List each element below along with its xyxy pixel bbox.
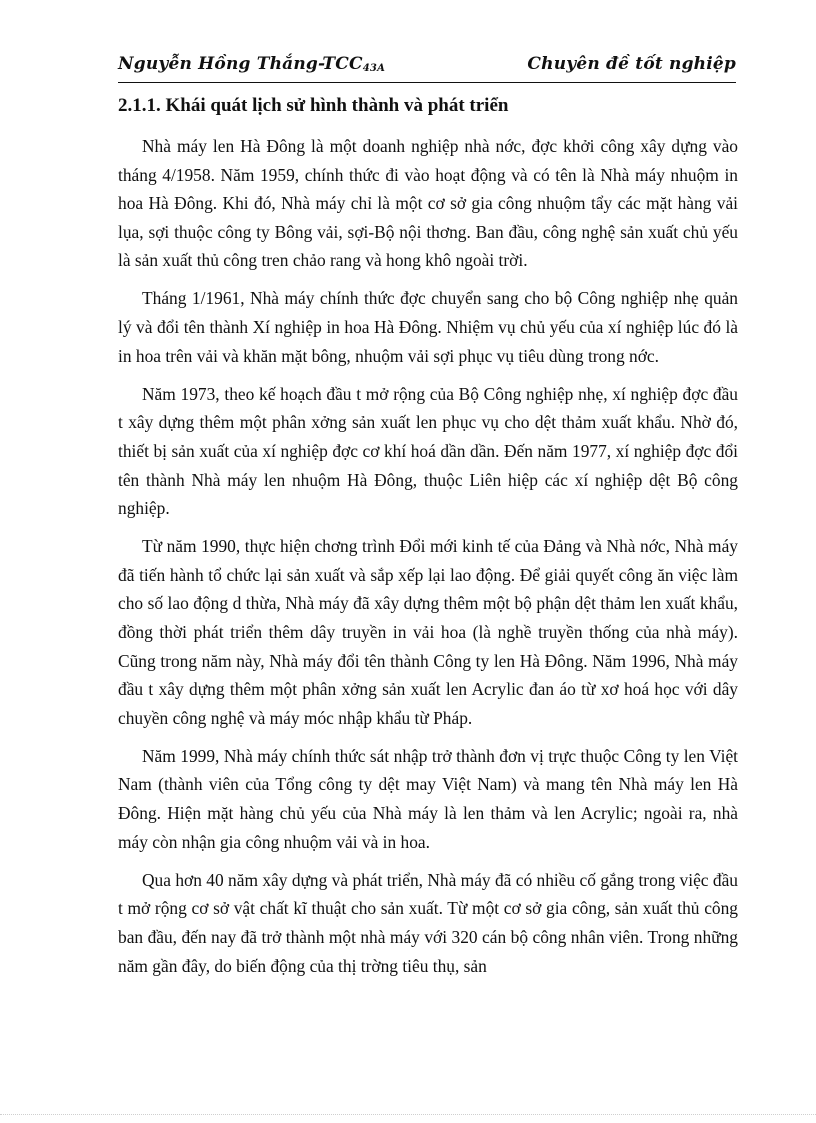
paragraph-1: Nhà máy len Hà Đông là một doanh nghiệp nhà nớc, đợc khởi công xây dựng vào tháng 4/1958. Năm 1959, chính thức đi vào hoạt động và có tên là Nhà máy nhuộm in hoa Hà Đông. Khi đó, Nhà máy chỉ là một cơ sở gia công nhuộm tẩy các mặt hàng vải lụa, sợi thuộc công ty Bông vải, sợi-Bộ nội thơng. Ban đầu, công nghệ sản xuất chủ yếu là sản xuất thủ công tren chảo rang và hong khô ngoài trời. [118,136,738,271]
paragraph-5: Năm 1999, Nhà máy chính thức sát nhập trở thành đơn vị trực thuộc Công ty len Việt Nam (thành viên của Tổng công ty dệt may Việt Nam) và mang tên Nhà máy len Hà Đông. Hiện mặt hàng chủ yếu của Nhà máy là len thảm và len Acrylic; ngoài ra, nhà máy còn nhận gia công nhuộm vải và in hoa. [118,745,738,852]
header-document-type: Chuyên đề tốt nghiệp [527,54,736,74]
header-author-class: 43A [362,63,386,74]
paragraph-3: Năm 1973, theo kế hoạch đầu t mở rộng của Bộ Công nghiệp nhẹ, xí nghiệp đợc đầu t xây dựng thêm một phân xởng sản xuất len phục vụ cho dệt thảm xuất khẩu. Nhờ đó, thiết bị sản xuất của xí nghiệp đợc cơ khí hoá dần dần. Đến năm 1977, xí nghiệp đợc đổi tên thành Nhà máy len nhuộm Hà Đông, thuộc Liên hiệp các xí nghiệp dệt Bộ công nghiệp. [118,383,738,519]
paragraph-2: Tháng 1/1961, Nhà máy chính thức đợc chuyển sang cho bộ Công nghiệp nhẹ quản lý và đổi tên thành Xí nghiệp in hoa Hà Đông. Nhiệm vụ chủ yếu của xí nghiệp lúc đó là in hoa trên vải và khăn mặt bông, nhuộm vải sợi phục vụ tiêu dùng trong nớc. [118,288,738,366]
paragraph-6: Qua hơn 40 năm xây dựng và phát triển, Nhà máy đã có nhiều cố gắng trong việc đầu t mở rộng cơ sở vật chất kĩ thuật cho sản xuất. Từ một cơ sở gia công, sản xuất thủ công ban đầu, đến nay đã trở thành một nhà máy với 320 cán bộ công nhân viên. Trong những năm gần đây, do biến động của thị trờng tiêu thụ, sản [118,869,738,976]
paragraph-4: Từ năm 1990, thực hiện chơng trình Đổi mới kinh tế của Đảng và Nhà nớc, Nhà máy đã tiến hành tổ chức lại sản xuất và sắp xếp lại lao động. Để giải quyết công ăn việc làm cho số lao động d thừa, Nhà máy đã xây dựng thêm một bộ phận dệt thảm len xuất khẩu, đồng thời phát triển thêm dây truyền in vải hoa (là nghề truyền thống của nhà máy). Cũng trong năm này, Nhà máy đổi tên thành Công ty len Hà Đông. Năm 1996, Nhà máy đầu t xây dựng thêm một phân xởng sản xuất len Acrylic đan áo từ xơ hoá học với dây chuyền công nghệ và máy móc nhập khẩu từ Pháp. [118,536,738,728]
page-header [118,52,736,83]
header-author [118,54,385,74]
body-text [118,132,738,990]
page-bottom-divider [0,1114,816,1115]
header-author-name: Nguyễn Hồng Thắng-TCC [118,54,363,74]
section-title: 2.1.1. Khái quát lịch sử hình thành và phát triển [118,95,509,116]
